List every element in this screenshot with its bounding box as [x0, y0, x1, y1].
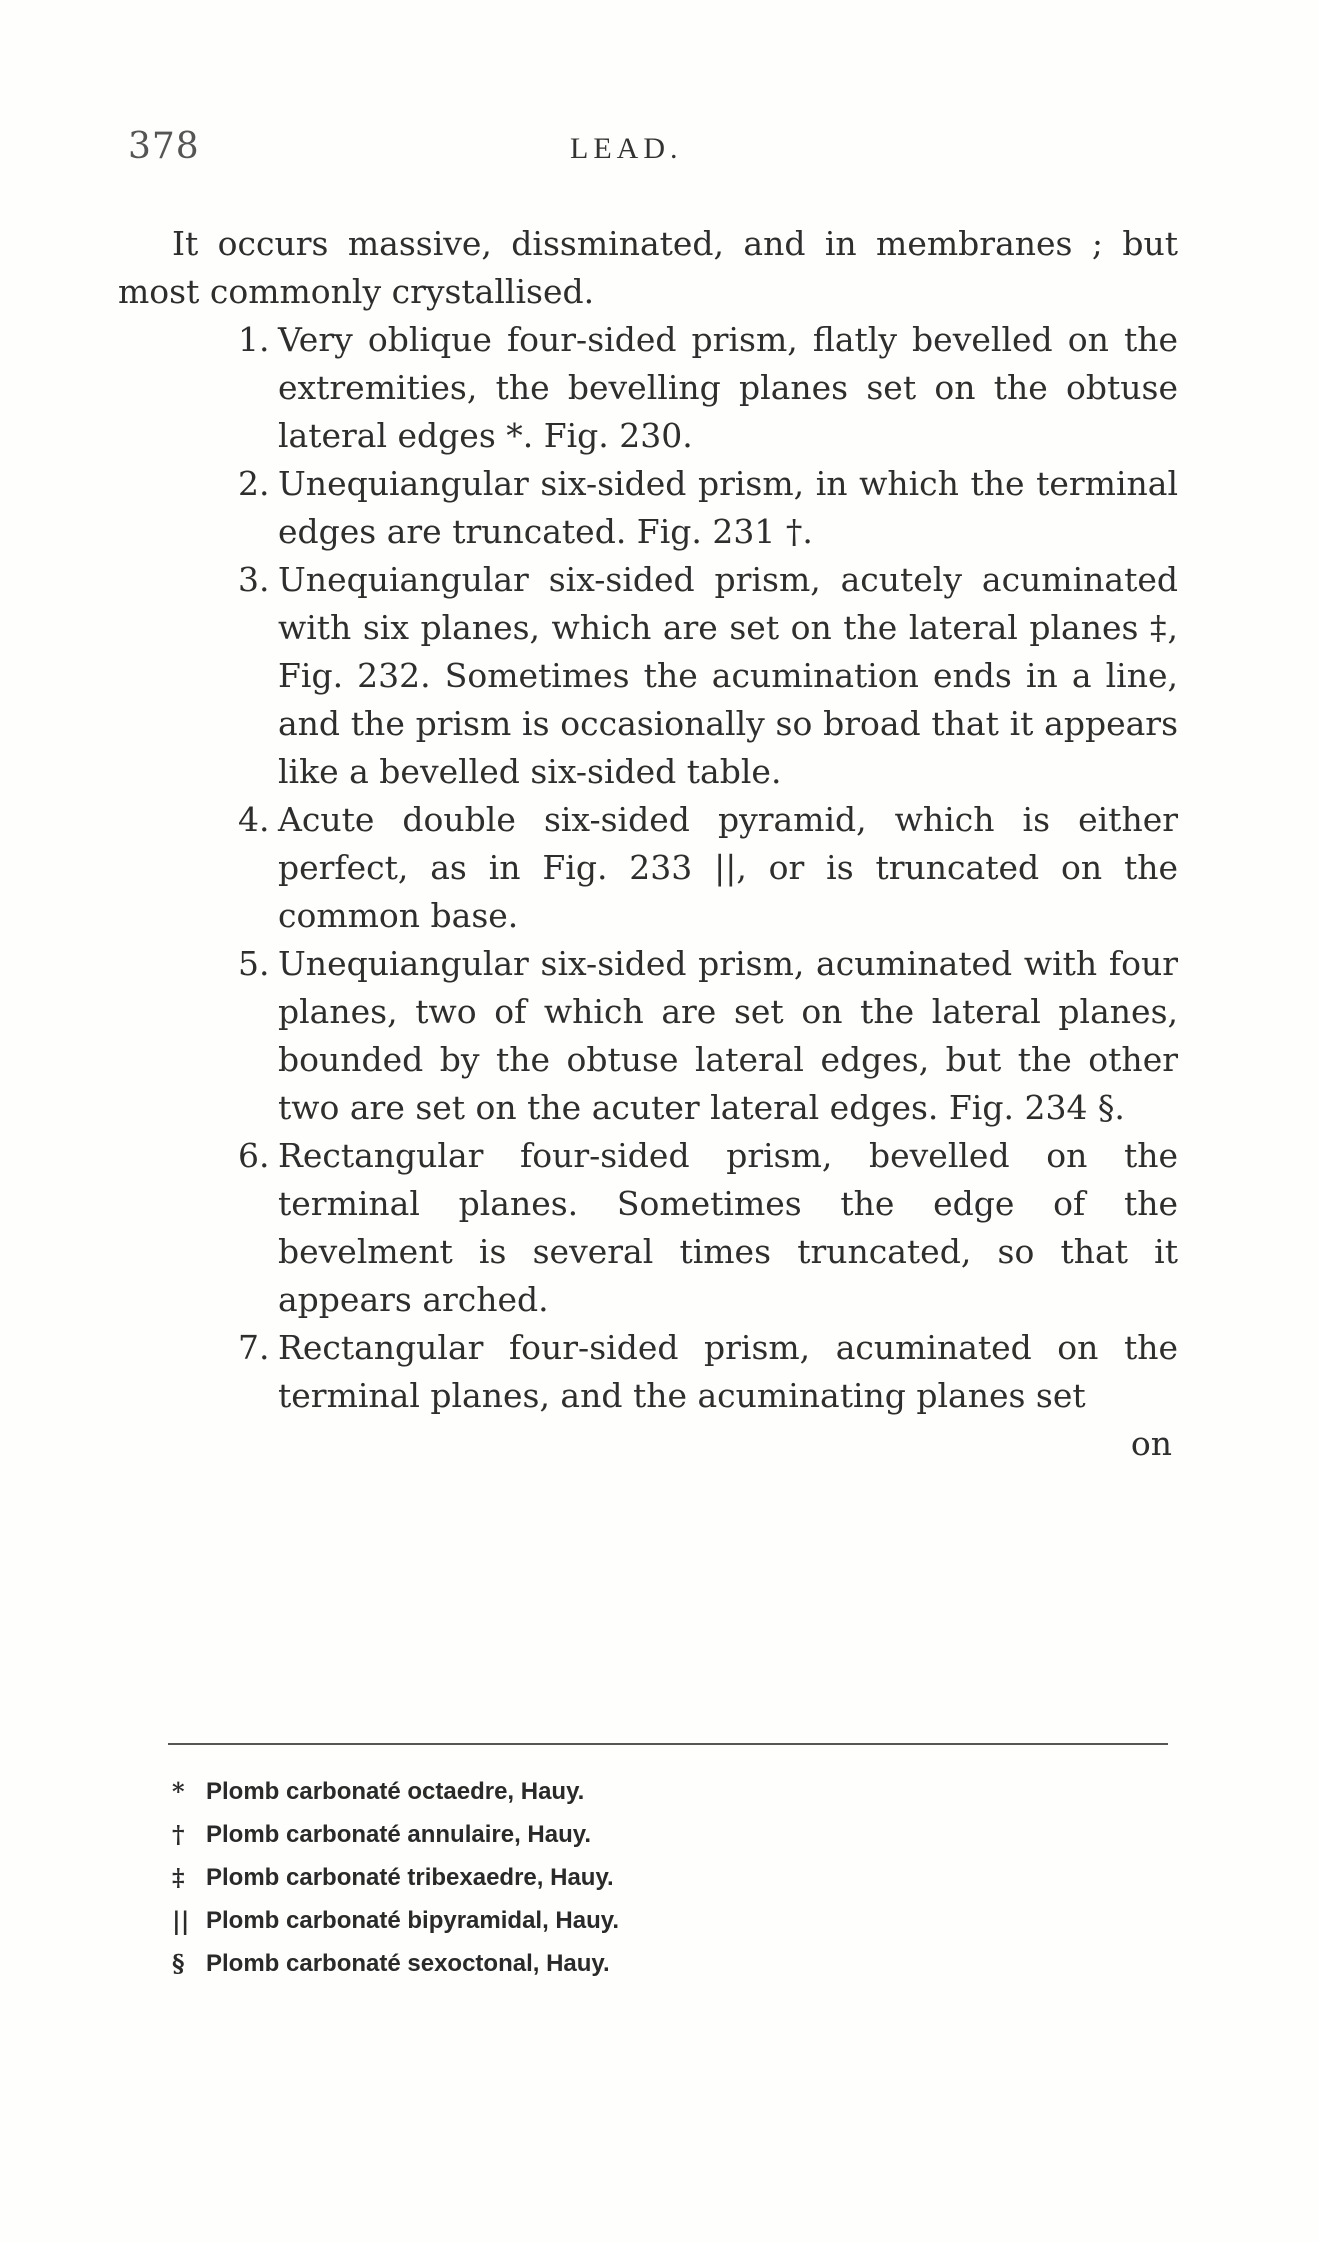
footnote-mark: *: [172, 1777, 185, 1806]
body-text: [118, 220, 1178, 1468]
item-text: Very oblique four-sided prism, flatly bevelled on the extremities, the bevelling planes set on the obtuse lateral edges *. Fig. 230.: [278, 320, 1178, 455]
intro-paragraph: It occurs massive, dissminated, and in membranes ; but most commonly crystallised.: [118, 224, 1178, 311]
list-item: [118, 796, 1178, 940]
footnote: [172, 1942, 1172, 1985]
item-number: 2.: [238, 464, 270, 503]
running-title: LEAD.: [570, 132, 683, 165]
footnote: [172, 1899, 1172, 1942]
item-text: Rectangular four-sided prism, bevelled on the terminal planes. Sometimes the edge of the bevelment is several times truncated, so that it appears arched.: [278, 1136, 1178, 1319]
footnote-mark: §: [172, 1949, 185, 1978]
footnote-mark: ‡: [172, 1863, 185, 1892]
item-text: Unequiangular six-sided prism, in which the terminal edges are truncated. Fig. 231 †.: [278, 464, 1178, 551]
list-item: [118, 460, 1178, 556]
item-number: 7.: [238, 1328, 270, 1367]
item-number: 1.: [238, 320, 270, 359]
footnote-text: Plomb carbonaté tribexaedre, Hauy.: [206, 1864, 614, 1891]
item-text: Unequiangular six-sided prism, acutely acuminated with six planes, which are set on the lateral planes ‡, Fig. 232. Sometimes the acumination ends in a line, and the prism is occasionally so broad that it appears like a bevelled six-sided table.: [278, 560, 1178, 791]
item-number: 3.: [238, 560, 270, 599]
item-text: Rectangular four-sided prism, acuminated on the terminal planes, and the acuminating planes set: [278, 1328, 1178, 1415]
footnote-text: Plomb carbonaté bipyramidal, Hauy.: [206, 1907, 619, 1934]
footnote-mark: †: [172, 1820, 185, 1849]
item-text: Acute double six-sided pyramid, which is either perfect, as in Fig. 233 ||, or is truncated on the common base.: [278, 800, 1178, 935]
item-number: 5.: [238, 944, 270, 983]
list-item: [118, 1132, 1178, 1324]
item-number: 6.: [238, 1136, 270, 1175]
page-number: 378: [128, 126, 200, 167]
catchword: on: [1130, 1424, 1172, 1463]
list-item: [118, 940, 1178, 1132]
footnotes: [172, 1770, 1172, 1985]
footnote: [172, 1856, 1172, 1899]
item-number: 4.: [238, 800, 270, 839]
footnote-text: Plomb carbonaté octaedre, Hauy.: [206, 1778, 585, 1805]
item-text: Unequiangular six-sided prism, acuminated with four planes, two of which are set on the lateral planes, bounded by the obtuse lateral edges, but the other two are set on the acuter lateral edges. Fig. 234 §.: [278, 944, 1178, 1127]
list-item: [118, 1324, 1178, 1420]
footnote-divider: [168, 1743, 1168, 1745]
footnote: [172, 1770, 1172, 1813]
footnote-text: Plomb carbonaté sexoctonal, Hauy.: [206, 1950, 610, 1977]
list-item: [118, 556, 1178, 796]
list-item: [118, 316, 1178, 460]
footnote-text: Plomb carbonaté annulaire, Hauy.: [206, 1821, 591, 1848]
footnote: [172, 1813, 1172, 1856]
footnote-mark: ||: [172, 1906, 190, 1935]
